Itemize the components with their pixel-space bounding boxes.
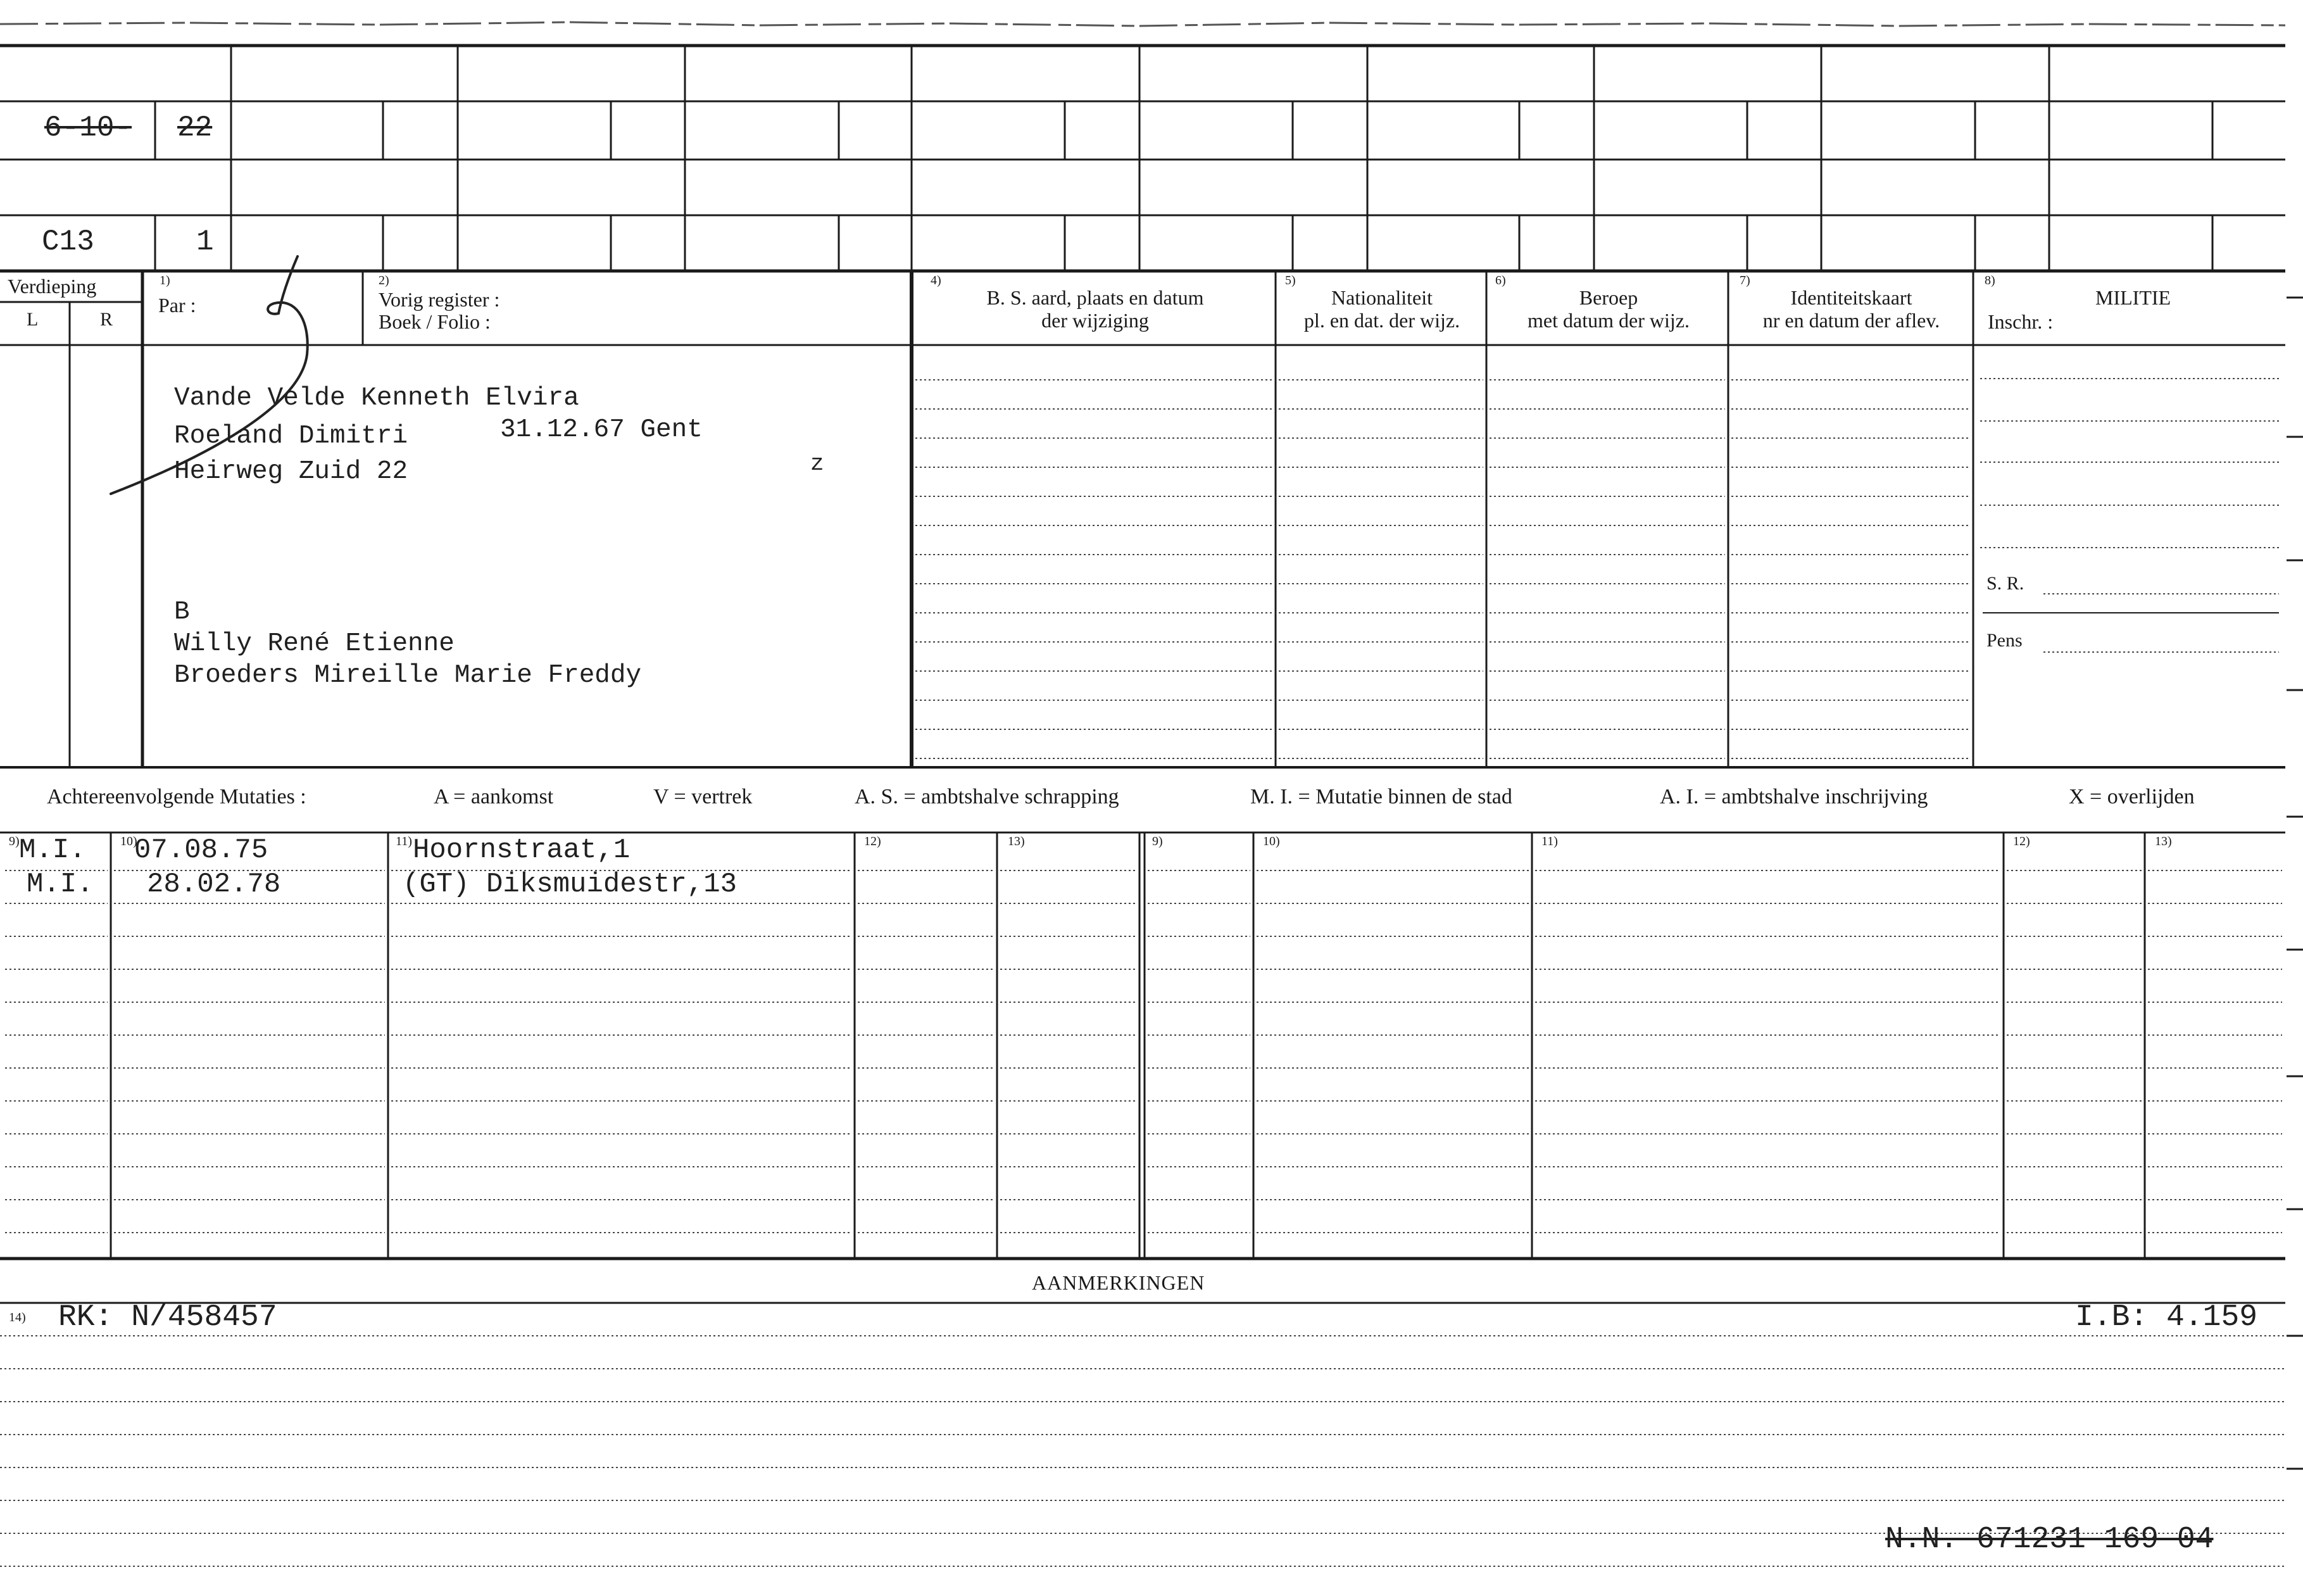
- mut-right-col12: 12): [2013, 834, 2030, 848]
- militie-inschr: Inschr. :: [1988, 310, 2054, 333]
- col6-number: 6): [1495, 273, 1506, 287]
- col1-number: 1): [160, 273, 170, 287]
- remarks-title: AANMERKINGEN: [1032, 1271, 1205, 1294]
- mutation-2-address: (GT) Diksmuidestr,13: [403, 869, 737, 900]
- legend-title: Achtereenvolgende Mutaties :: [47, 785, 306, 808]
- person-line-6: Broeders Mireille Marie Freddy: [174, 661, 642, 690]
- remarks-ib: I.B: 4.159: [2075, 1300, 2258, 1335]
- col5-number: 5): [1285, 273, 1296, 287]
- verdieping-r: R: [100, 309, 113, 330]
- legend-item: A. S. = ambtshalve schrapping: [855, 785, 1119, 808]
- mut-right-col13: 13): [2155, 834, 2172, 848]
- mut-left-col13: 13): [1008, 834, 1025, 848]
- col2-line1: Vorig register :: [379, 288, 500, 311]
- mutation-1-type: M.I.: [19, 834, 86, 866]
- verdieping-l: L: [27, 309, 39, 330]
- legend-item: A = aankomst: [434, 785, 554, 808]
- mut-right-col11: 11): [1541, 834, 1558, 848]
- militie-title: MILITIE: [2095, 286, 2171, 309]
- remarks-nn: N.N. 671231 169 04: [1885, 1523, 2214, 1557]
- person-line-3: Heirweg Zuid 22: [174, 457, 408, 486]
- person-line-4: B: [174, 598, 190, 627]
- mut-left-col12: 12): [864, 834, 881, 848]
- mut-left-col11: 11): [396, 834, 412, 848]
- remarks-number: 14): [9, 1310, 26, 1324]
- legend-item: V = vertrek: [653, 785, 753, 808]
- person-line-1: Vande Velde Kenneth Elvira: [174, 384, 579, 413]
- mutation-2-type: M.I.: [27, 869, 94, 900]
- mutation-1-date: 07.08.75: [134, 834, 268, 866]
- col7-number: 7): [1740, 273, 1750, 287]
- remarks-rk: RK: N/458457: [58, 1300, 277, 1335]
- col7-header: Identiteitskaart nr en datum der aflev.: [1762, 286, 1940, 332]
- mut-left-col9: 9): [9, 834, 20, 848]
- col1-label: Par :: [158, 294, 196, 317]
- col2-line2: Boek / Folio :: [379, 310, 491, 333]
- col8-number: 8): [1985, 273, 1995, 287]
- legend-item: A. I. = ambtshalve inschrijving: [1660, 785, 1928, 808]
- col4-header: B. S. aard, plaats en datum der wijziging: [986, 286, 1204, 332]
- col6-header: Beroep met datum der wijz.: [1528, 286, 1690, 332]
- top-grid-row2-left: 6-10-: [44, 111, 132, 144]
- mutation-1-address: Hoornstraat,1: [413, 834, 631, 866]
- legend-item: X = overlijden: [2069, 785, 2195, 808]
- col4-number: 4): [931, 273, 941, 287]
- verdieping-label: Verdieping: [8, 275, 97, 298]
- mut-right-col9: 9): [1152, 834, 1163, 848]
- mut-right-col10: 10): [1263, 834, 1280, 848]
- mut-left-col10: 10): [120, 834, 137, 848]
- col2-number: 2): [379, 273, 389, 287]
- legend-item: M. I. = Mutatie binnen de stad: [1250, 785, 1512, 808]
- top-grid-row4-right: 1: [196, 225, 214, 258]
- person-mark-z: z: [810, 451, 824, 477]
- mutation-2-date: 28.02.78: [147, 869, 281, 900]
- person-line-2: Roeland Dimitri: [174, 422, 408, 451]
- person-line-5: Willy René Etienne: [174, 629, 455, 658]
- militie-sr: S. R.: [1986, 573, 2024, 594]
- top-grid-row2-right: 22: [177, 111, 213, 144]
- col5-header: Nationaliteit pl. en dat. der wijz.: [1303, 286, 1460, 332]
- top-grid-row4-left: C13: [42, 225, 94, 258]
- person-birth: 31.12.67 Gent: [500, 415, 703, 444]
- militie-pens: Pens: [1986, 630, 2023, 651]
